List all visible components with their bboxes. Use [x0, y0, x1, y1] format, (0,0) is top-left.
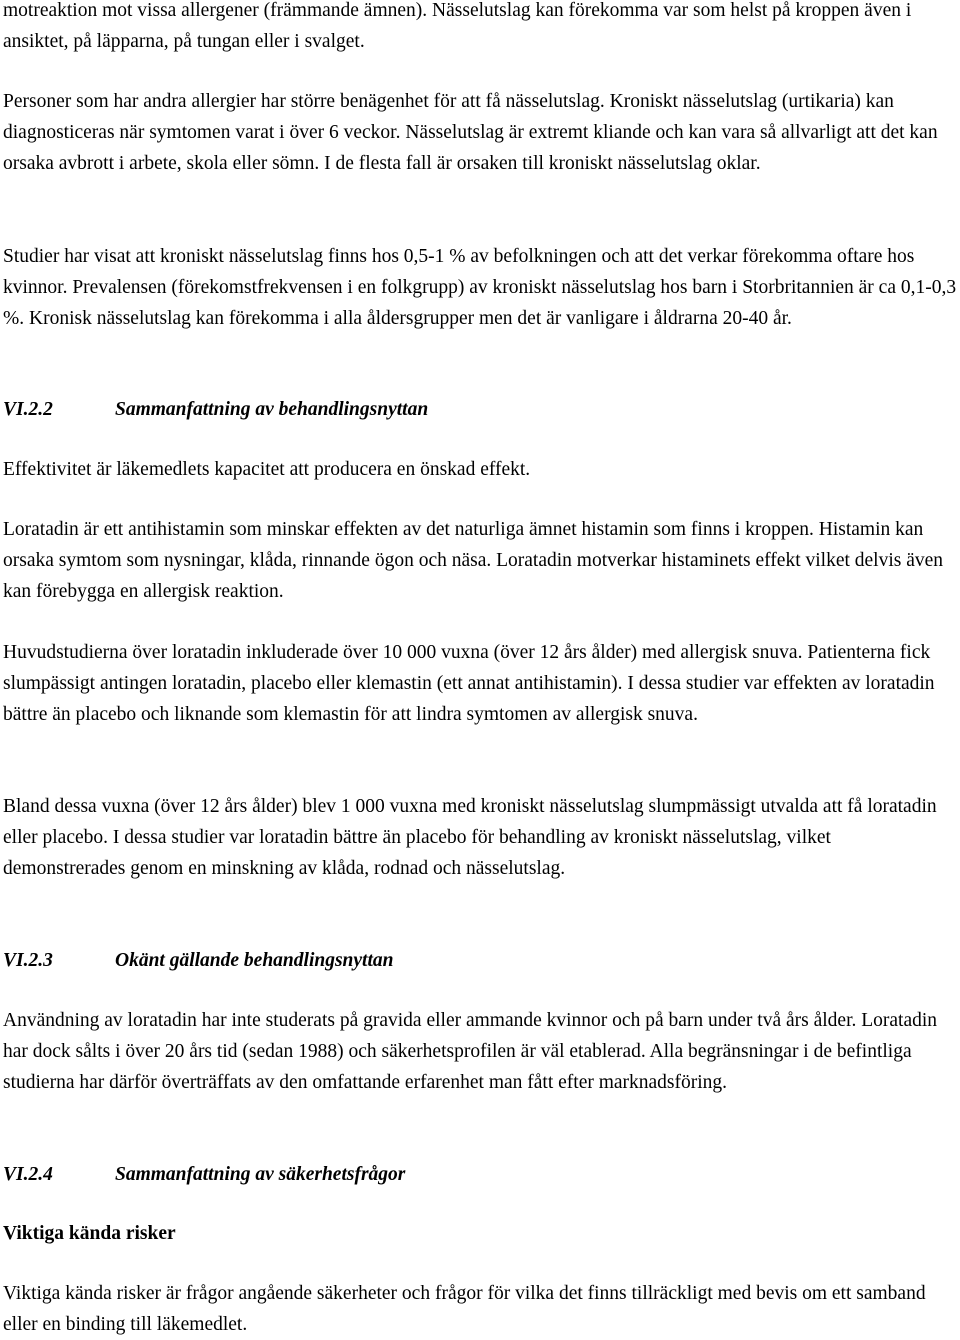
section-heading-vi-2-4: [3, 1159, 405, 1190]
section-title: Sammanfattning av säkerhetsfrågor: [115, 1164, 406, 1185]
section-624-paragraph-1: Viktiga kända risker är frågor angående säkerheter och frågor för vilka det finns tillräckligt med bevis om ett samband eller en binding till läkemedlet.: [3, 1283, 926, 1335]
section-622-paragraph-1: Effektivitet är läkemedlets kapacitet att producera en önskad effekt.: [3, 459, 531, 480]
section-622-paragraph-3: Huvudstudierna över loratadin inkluderade över 10 000 vuxna (över 12 års ålder) med allergisk snuva. Patienterna fick slumpässigt antingen loratadin, placebo eller klemastin (ett annat antihistamin). I dessa studier var effekten av loratadin bättre än placebo och liknande som klemastin för att lindra symtomen av allergisk snuva.: [3, 642, 935, 725]
section-heading-vi-2-3: [3, 945, 393, 976]
intro-paragraph-1: motreaktion mot vissa allergener (främmande ämnen). Nässelutslag kan förekomma var som helst på kroppen även i ansiktet, på läpparna, på tungan eller i svalget.: [3, 0, 912, 52]
section-622-paragraph-4: Bland dessa vuxna (över 12 års ålder) blev 1 000 vuxna med kroniskt nässelutslag slumpmässigt utvalda att få loratadin eller placebo. I dessa studier var loratadin bättre än placebo för behandling av kroniskt nässelutslag, vilket demonstrerades genom en minskning av klåda, rodnad och nässelutslag.: [3, 796, 937, 879]
section-number: VI.2.2: [3, 399, 53, 420]
section-623-paragraph-1: Användning av loratadin har inte studerats på gravida eller ammande kvinnor och på barn under två års ålder. Loratadin har dock sålts i över 20 års tid (sedan 1988) och säkerhetsprofilen är väl etablerad. Alla begränsningar i de befintliga studierna har därför överträffats av den omfattande erfarenhet man fått efter marknadsföring.: [3, 1010, 938, 1093]
section-heading-vi-2-2: [3, 394, 428, 425]
section-title: Sammanfattning av behandlingsnyttan: [115, 399, 429, 420]
section-number: VI.2.3: [3, 950, 53, 971]
section-title: Okänt gällande behandlingsnyttan: [115, 950, 394, 971]
intro-paragraph-3: Studier har visat att kroniskt nässelutslag finns hos 0,5-1 % av befolkningen och att det verkar förekomma oftare hos kvinnor. Prevalensen (förekomstfrekvensen i en folkgrupp) av kroniskt nässelutslag hos barn i Storbritannien är ca 0,1-0,3 %. Kronisk nässelutslag kan förekomma i alla åldersgrupper men det är vanligare i åldrarna 20-40 år.: [3, 246, 957, 329]
section-number: VI.2.4: [3, 1164, 53, 1185]
intro-paragraph-2: Personer som har andra allergier har större benägenhet för att få nässelutslag. Kroniskt nässelutslag (urtikaria) kan diagnosticeras när symtomen varat i över 6 veckor. Nässelutslag är extremt kliande och kan vara så allvarligt att det kan orsaka avbrott i arbete, skola eller sömn. I de flesta fall är orsaken till kroniskt nässelutslag oklar.: [3, 91, 938, 174]
subheading-viktiga-kanda-risker: Viktiga kända risker: [3, 1223, 176, 1244]
section-622-paragraph-2: Loratadin är ett antihistamin som minskar effekten av det naturliga ämnet histamin som finns i kroppen. Histamin kan orsaka symtom som nysningar, klåda, rinnande ögon och näsa. Loratadin motverkar histaminets effekt vilket delvis även kan förebygga en allergisk reaktion.: [3, 519, 944, 602]
